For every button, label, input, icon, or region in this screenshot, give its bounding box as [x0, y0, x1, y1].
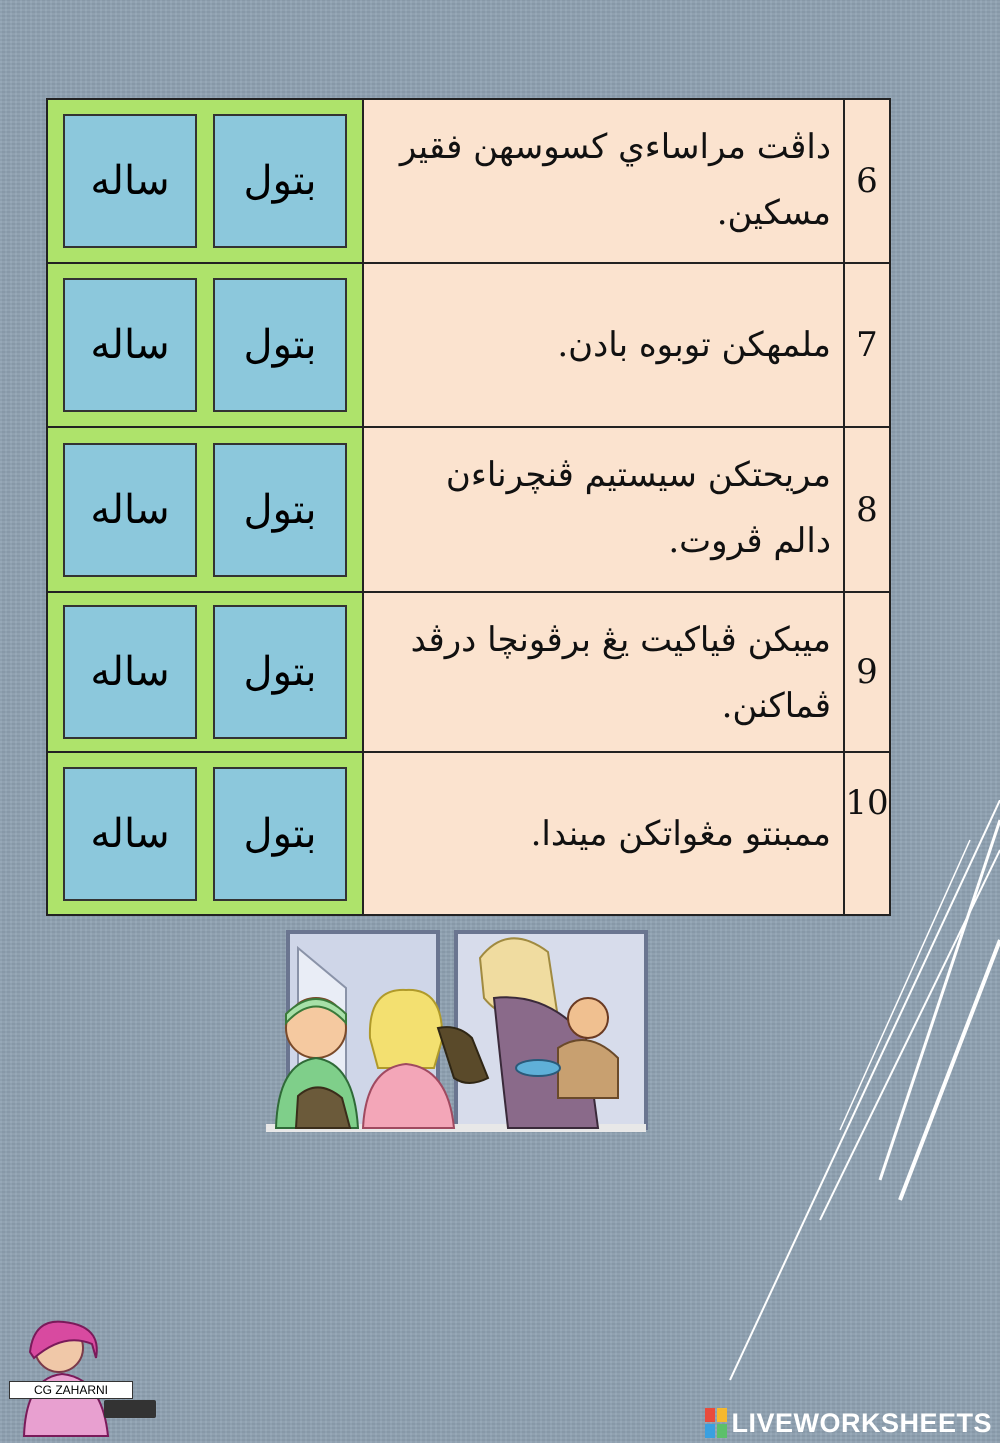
question-text: داڤت مراساءي كسوسهن فقير مسكين.	[364, 100, 845, 262]
answer-false-button[interactable]: ساله	[63, 443, 197, 577]
answer-options	[48, 753, 364, 914]
question-text: ميبكن ڤياكيت يڠ برڤونچا درڤد ڤماكنن.	[364, 593, 845, 751]
question-number: 7	[845, 264, 889, 426]
brand-logo-icon	[705, 1408, 727, 1438]
brand-watermark	[705, 1406, 992, 1440]
question-number: 8	[845, 428, 889, 591]
question-row-9	[48, 593, 889, 753]
teacher-logo	[4, 1318, 164, 1438]
brand-text: LIVEWORKSHEETS	[731, 1407, 992, 1438]
question-number: 10	[845, 753, 889, 914]
answer-true-button[interactable]: بتول	[213, 443, 347, 577]
question-row-7	[48, 264, 889, 428]
question-text: ممبنتو مڠواتكن ميندا.	[364, 753, 845, 914]
credit-label: CG ZAHARNI	[9, 1381, 133, 1399]
answer-false-button[interactable]: ساله	[63, 278, 197, 412]
answer-false-button[interactable]: ساله	[63, 114, 197, 248]
question-text: ملمهكن توبوه بادن.	[364, 264, 845, 426]
answer-options	[48, 264, 364, 426]
question-number: 9	[845, 593, 889, 751]
answer-false-button[interactable]: ساله	[63, 605, 197, 739]
answer-options	[48, 428, 364, 591]
question-row-8	[48, 428, 889, 593]
answer-true-button[interactable]: بتول	[213, 767, 347, 901]
worksheet-table	[46, 98, 891, 916]
question-number: 6	[845, 100, 889, 262]
answer-true-button[interactable]: بتول	[213, 278, 347, 412]
charity-illustration	[258, 928, 650, 1134]
answer-options	[48, 593, 364, 751]
question-row-6	[48, 100, 889, 264]
answer-false-button[interactable]: ساله	[63, 767, 197, 901]
answer-options	[48, 100, 364, 262]
answer-true-button[interactable]: بتول	[213, 114, 347, 248]
answer-true-button[interactable]: بتول	[213, 605, 347, 739]
decorative-lines	[720, 800, 1000, 1390]
question-text: مريحتكن سيستيم ڤنچرناءن دالم ڤروت.	[364, 428, 845, 591]
